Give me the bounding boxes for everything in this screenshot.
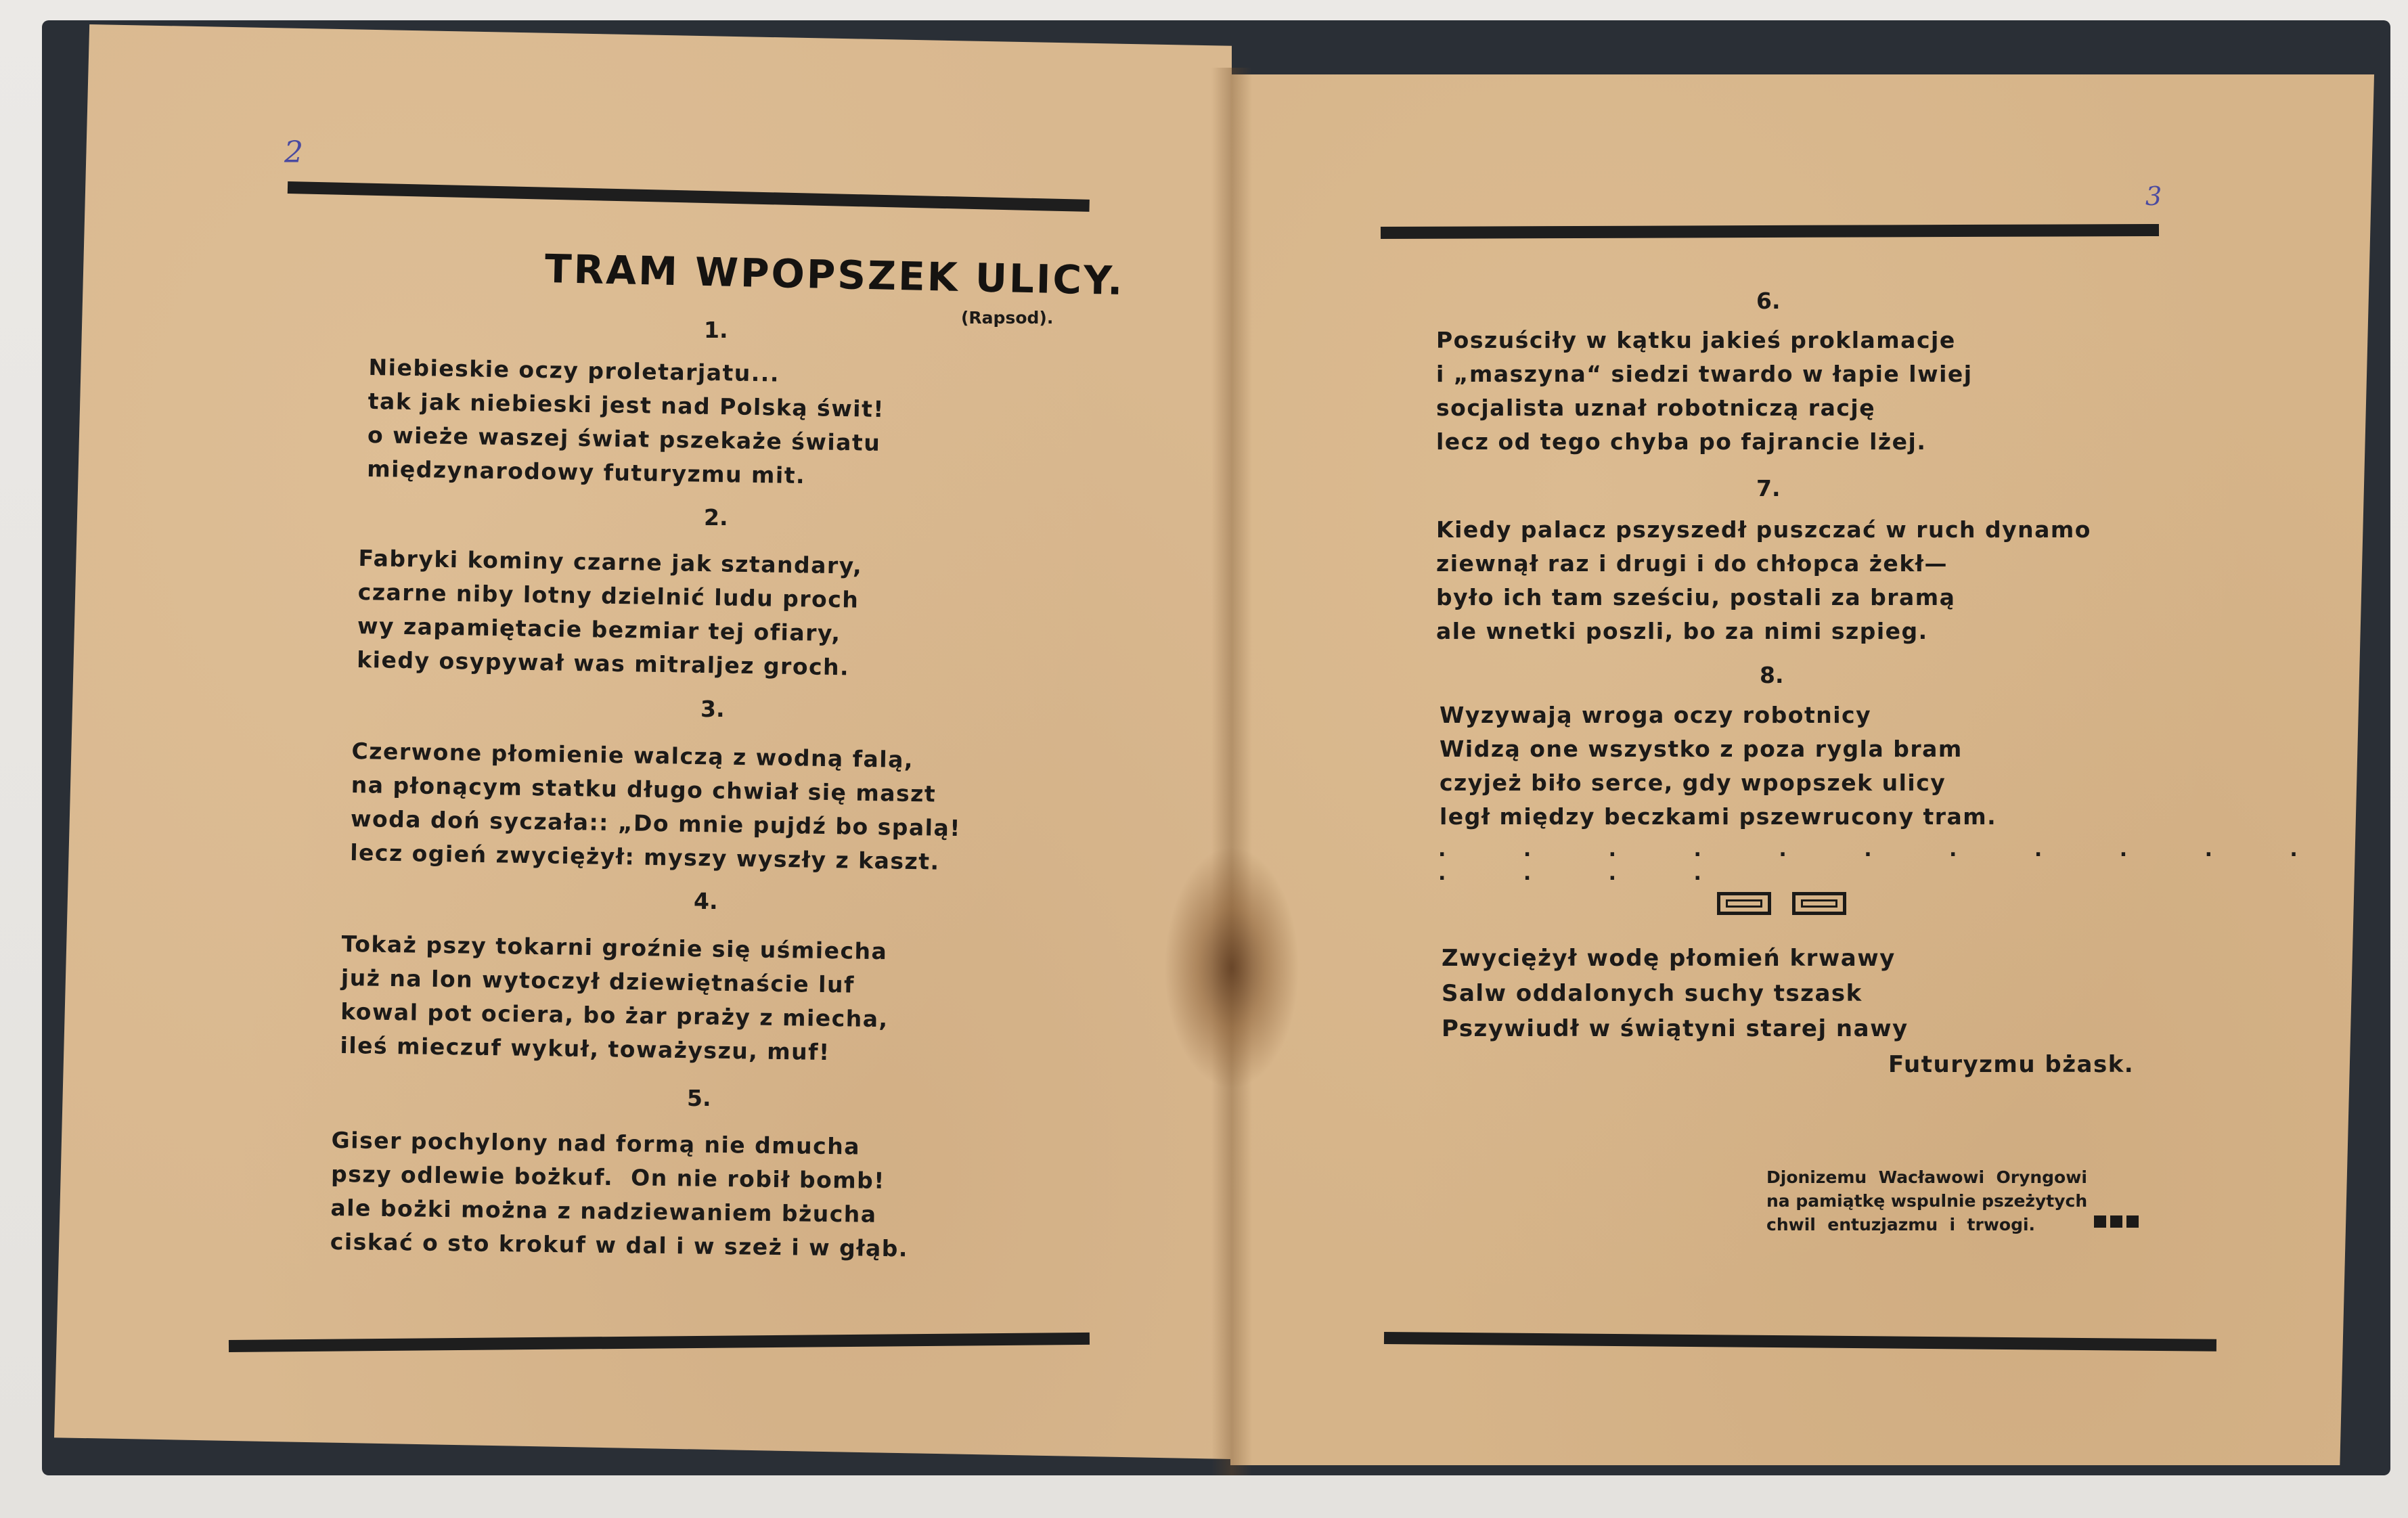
stanza-number-5: 5. xyxy=(687,1085,711,1111)
binding-stain xyxy=(1164,846,1299,1090)
stanza-6: Poszuściły w kątku jakieś proklamacje i „maszyna“ siedzi twardo w łapie lwiej socjalista uznał robotniczą rację lecz od tego chyba po fajrancie lżej. xyxy=(1436,327,1973,455)
stanza-number-4: 4. xyxy=(694,888,718,914)
dedication-squares xyxy=(2090,1215,2139,1228)
book-gutter xyxy=(1211,68,1252,1475)
stanza-number-6: 6. xyxy=(1756,288,1781,314)
ellipsis-row: . . . . . . . . . . . . . . . xyxy=(1438,838,2333,885)
stanza-7: Kiedy palacz pszyszedł puszczać w ruch dynamo ziewnął raz i drugi i do chłopca żekł— było ich tam sześciu, postali za bramą ale wnetki poszli, bo za nimi szpieg. xyxy=(1436,516,2091,644)
left-page-number: 2 xyxy=(284,135,303,170)
poem-title: TRAM WPOPSZEK ULICY. xyxy=(544,246,1125,304)
stanza-5: Giser pochylony nad formą nie dmucha pszy odlewie bożkuf. On nie robił bomb! ale bożki można z nadziewaniem bżucha ciskać o sto krokuf w dal i w szeż i w głąb. xyxy=(330,1126,909,1262)
ornament-right xyxy=(1792,892,1846,915)
right-page-number: 3 xyxy=(2145,181,2162,211)
dedication: Djonizemu Wacławowi Oryngowi na pamiątkę wspulnie pszeżytych chwil entuzjazmu i trwogi. xyxy=(1766,1167,2088,1234)
stanza-4: Tokaż pszy tokarni groźnie się uśmiecha już na lon wytoczył dziewiętnaście luf kowal pot ociera, bo żar praży z miecha, ileś mieczuf wykuł, toważyszu, muf! xyxy=(340,930,889,1066)
stanza-1: Niebieskie oczy proletarjatu... tak jak niebieski jest nad Polską świt! o wieże waszej świat pszekaże światu międzynarodowy futuryzmu mit. xyxy=(366,353,885,489)
stanza-2: Fabryki kominy czarne jak sztandary, czarne niby lotny dzielnić ludu proch wy zapamiętacie bezmiar tej ofiary, kiedy osypywał was mitraljez groch. xyxy=(356,544,863,681)
stanza-8: Wyzywają wroga oczy robotnicy Widzą one wszystko z poza rygla bram czyjeż biło serce, gdy wpopszek ulicy legł między beczkami pszewrucony tram. xyxy=(1440,702,1997,830)
stanza-number-2: 2. xyxy=(704,504,728,531)
poem-subtitle: (Rapsod). xyxy=(961,308,1054,328)
final-stanza: Zwyciężył wodę płomień krwawy Salw oddalonych suchy tszask Pszywiudł w świątyni starej nawy xyxy=(1442,945,1909,1042)
stanza-3: Czerwone płomienie walczą z wodną falą, na płonącym statku długo chwiał się maszt woda doń syczała:: „Do mnie pujdź bo spalą! lecz ogień zwyciężył: myszy wyszły z kaszt. xyxy=(349,737,962,875)
stanza-number-8: 8. xyxy=(1760,662,1784,688)
stanza-number-1: 1. xyxy=(704,317,728,343)
final-line: Futuryzmu bżask. xyxy=(1888,1051,2135,1078)
stanza-number-3: 3. xyxy=(700,696,725,722)
stanza-number-7: 7. xyxy=(1756,475,1781,501)
ornament-left xyxy=(1717,892,1771,915)
